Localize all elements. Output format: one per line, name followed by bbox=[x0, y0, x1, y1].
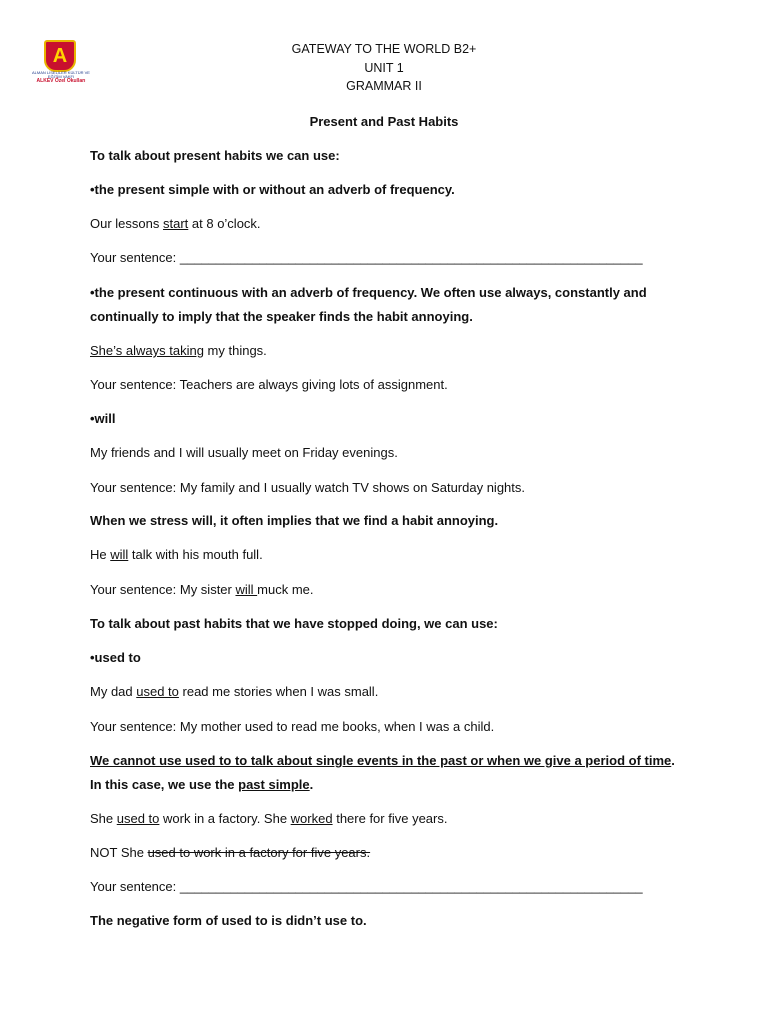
your-sentence-2: Your sentence: Teachers are always giving lots of assignment. bbox=[90, 377, 448, 392]
intro-past-habits: To talk about past habits that we have stopped doing, we can use: bbox=[90, 616, 498, 631]
example-will: My friends and I will usually meet on Friday evenings. bbox=[90, 445, 398, 460]
rule-present-simple: •the present simple with or without an adverb of frequency. bbox=[90, 182, 455, 197]
example-text: read me stories when I was small. bbox=[178, 684, 379, 699]
note-underlined: We cannot use used to to talk about single events in the past or when we give a period of time bbox=[90, 753, 672, 768]
example-present-simple bbox=[90, 212, 680, 236]
example-present-continuous bbox=[90, 339, 680, 363]
rule-will: •will bbox=[90, 411, 116, 426]
header-section: GRAMMAR II bbox=[346, 79, 422, 93]
example-underlined: used to bbox=[136, 684, 179, 699]
example-text: at 8 o’clock. bbox=[188, 216, 261, 231]
example-underlined: She’s always taking bbox=[90, 343, 204, 358]
example-text: talk with his mouth full. bbox=[128, 547, 263, 562]
your-sentence-blank-6: Your sentence: ________________________________________________________________ bbox=[90, 879, 643, 894]
your-sentence-3: Your sentence: My family and I usually watch TV shows on Saturday nights. bbox=[90, 480, 526, 495]
note-text: . In this case, we use the bbox=[90, 753, 675, 792]
intro-present-habits: To talk about present habits we can use: bbox=[90, 148, 340, 163]
example-incorrect bbox=[90, 841, 680, 865]
your-sentence-4 bbox=[90, 578, 680, 602]
logo-tagline-bottom: ALKEV Özel Okulları bbox=[36, 78, 86, 84]
note-negative-form: The negative form of used to is didn’t use to. bbox=[90, 913, 367, 928]
example-text: My dad bbox=[90, 684, 137, 699]
example-stress-will bbox=[90, 543, 680, 567]
example-used-to bbox=[90, 680, 680, 704]
example-text: NOT She bbox=[90, 845, 148, 860]
note-stress-will: When we stress will, it often implies that we find a habit annoying. bbox=[90, 513, 499, 528]
example-text: work in a factory. She bbox=[159, 811, 291, 826]
example-text: Your sentence: My sister bbox=[90, 582, 236, 597]
example-underlined: start bbox=[162, 216, 189, 231]
note-past-simple bbox=[90, 749, 680, 797]
example-strikethrough: used to work in a factory for five years. bbox=[147, 845, 371, 860]
your-sentence-5: Your sentence: My mother used to read me books, when I was a child. bbox=[90, 719, 495, 734]
example-used-to-vs-past-simple bbox=[90, 807, 680, 831]
header-course: GATEWAY TO THE WORLD B2+ bbox=[291, 42, 477, 56]
page-title: Present and Past Habits bbox=[309, 114, 459, 129]
example-text: there for five years. bbox=[332, 811, 448, 826]
example-underlined: will bbox=[235, 582, 258, 597]
rule-present-continuous: •the present continuous with an adverb of frequency. We often use always, constantly and continually to imply that the speaker finds the habit annoying. bbox=[90, 285, 647, 324]
example-text: Our lessons bbox=[90, 216, 163, 231]
example-text: She bbox=[90, 811, 117, 826]
example-underlined: used to bbox=[116, 811, 160, 826]
your-sentence-blank-1: Your sentence: ________________________________________________________________ bbox=[90, 250, 643, 265]
logo-tagline-top: ALMAN LİSELİLER KÜLTÜR VE EĞİTİM VAKFI bbox=[32, 70, 90, 79]
example-text: He bbox=[90, 547, 111, 562]
note-underlined: past simple bbox=[238, 777, 310, 792]
note-text: . bbox=[309, 777, 314, 792]
example-text: my things. bbox=[203, 343, 267, 358]
header-unit: UNIT 1 bbox=[364, 61, 404, 75]
shield-logo-icon: A bbox=[44, 40, 76, 72]
example-text: muck me. bbox=[257, 582, 314, 597]
example-underlined: will bbox=[110, 547, 129, 562]
example-underlined: worked bbox=[290, 811, 333, 826]
rule-used-to: •used to bbox=[90, 650, 141, 665]
